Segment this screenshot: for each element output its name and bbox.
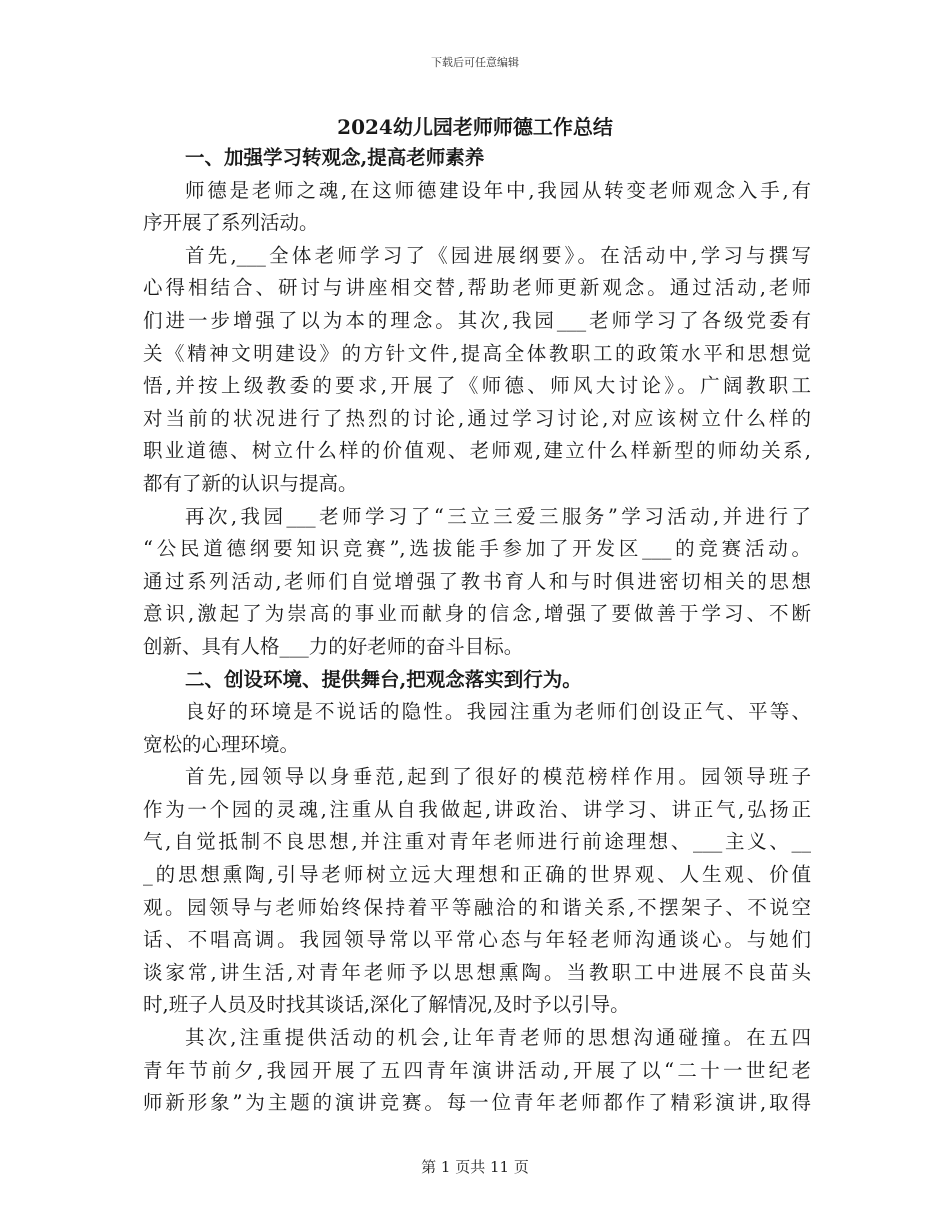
- body-line: 对当前的状况进行了热烈的讨论,通过学习讨论,对应该树立什么样的: [143, 406, 811, 430]
- body-line: “公民道德纲要知识竞赛”,选拔能手参加了开发区___的竞赛活动。: [143, 537, 811, 561]
- body-line: 悟,并按上级教委的要求,开展了《师德、师风大讨论》。广阔教职工: [143, 374, 811, 398]
- body-line: 师新形象”为主题的演讲竞赛。每一位青年老师都作了精彩演讲,取得: [143, 1091, 811, 1115]
- body-line: _的思想熏陶,引导老师树立远大理想和正确的世界观、人生观、价值: [143, 863, 811, 887]
- body-line: 其次,注重提供活动的机会,让年青老师的思想沟通碰撞。在五四: [185, 1026, 811, 1050]
- body-line: 首先,___全体老师学习了《园进展纲要》。在活动中,学习与撰写: [185, 243, 811, 267]
- body-line: 再次,我园___老师学习了“三立三爱三服务”学习活动,并进行了: [185, 504, 811, 528]
- body-line: 都有了新的认识与提高。: [143, 471, 358, 495]
- body-line: 话、不唱高调。我园领导常以平常心态与年轻老师沟通谈心。与她们: [143, 928, 811, 952]
- header-note: 下载后可任意编辑: [431, 56, 519, 69]
- body-line: 意识,激起了为崇高的事业而献身的信念,增强了要做善于学习、不断: [143, 602, 811, 626]
- body-line: 青年节前夕,我园开展了五四青年演讲活动,开展了以“二十一世纪老: [143, 1058, 811, 1082]
- page-footer: 第 1 页共 11 页: [421, 1158, 529, 1176]
- body-line: 通过系列活动,老师们自觉增强了教书育人和与时俱进密切相关的思想: [143, 569, 811, 593]
- body-line: 宽松的心理环境。: [143, 732, 300, 756]
- body-line: 序开展了系列活动。: [143, 211, 319, 235]
- body-line: 们进一步增强了以为本的理念。其次,我园___老师学习了各级党委有: [143, 308, 811, 332]
- body-line: 作为一个园的灵魂,注重从自我做起,讲政治、讲学习、讲正气,弘扬正: [143, 797, 811, 821]
- document-body: [143, 142, 811, 1120]
- body-line: 气,自觉抵制不良思想,并注重对青年老师进行前途理想、___主义、__: [143, 830, 811, 854]
- body-line: 心得相结合、研讨与讲座相交替,帮助老师更新观念。通过活动,老师: [143, 276, 811, 300]
- document-title: 2024幼儿园老师师德工作总结: [337, 115, 613, 139]
- body-line: 谈家常,讲生活,对青年老师予以思想熏陶。当教职工中进展不良苗头: [143, 960, 811, 984]
- body-line: 师德是老师之魂,在这师德建设年中,我园从转变老师观念入手,有: [185, 178, 811, 202]
- section-heading: 二、创设环境、提供舞台,把观念落实到行为。: [185, 667, 582, 691]
- body-line: 职业道德、树立什么样的价值观、老师观,建立什么样新型的师幼关系,: [143, 439, 811, 463]
- body-line: 时,班子人员及时找其谈话,深化了解情况,及时予以引导。: [143, 993, 630, 1017]
- body-line: 创新、具有人格___力的好老师的奋斗目标。: [143, 634, 524, 658]
- body-line: 良好的环境是不说话的隐性。我园注重为老师们创设正气、平等、: [185, 700, 811, 724]
- body-line: 观。园领导与老师始终保持着平等融洽的和谐关系,不摆架子、不说空: [143, 895, 811, 919]
- body-line: 关《精神文明建设》的方针文件,提高全体教职工的政策水平和思想觉: [143, 341, 811, 365]
- body-line: 首先,园领导以身垂范,起到了很好的模范榜样作用。园领导班子: [185, 765, 811, 789]
- section-heading: 一、加强学习转观念,提高老师素养: [185, 146, 485, 169]
